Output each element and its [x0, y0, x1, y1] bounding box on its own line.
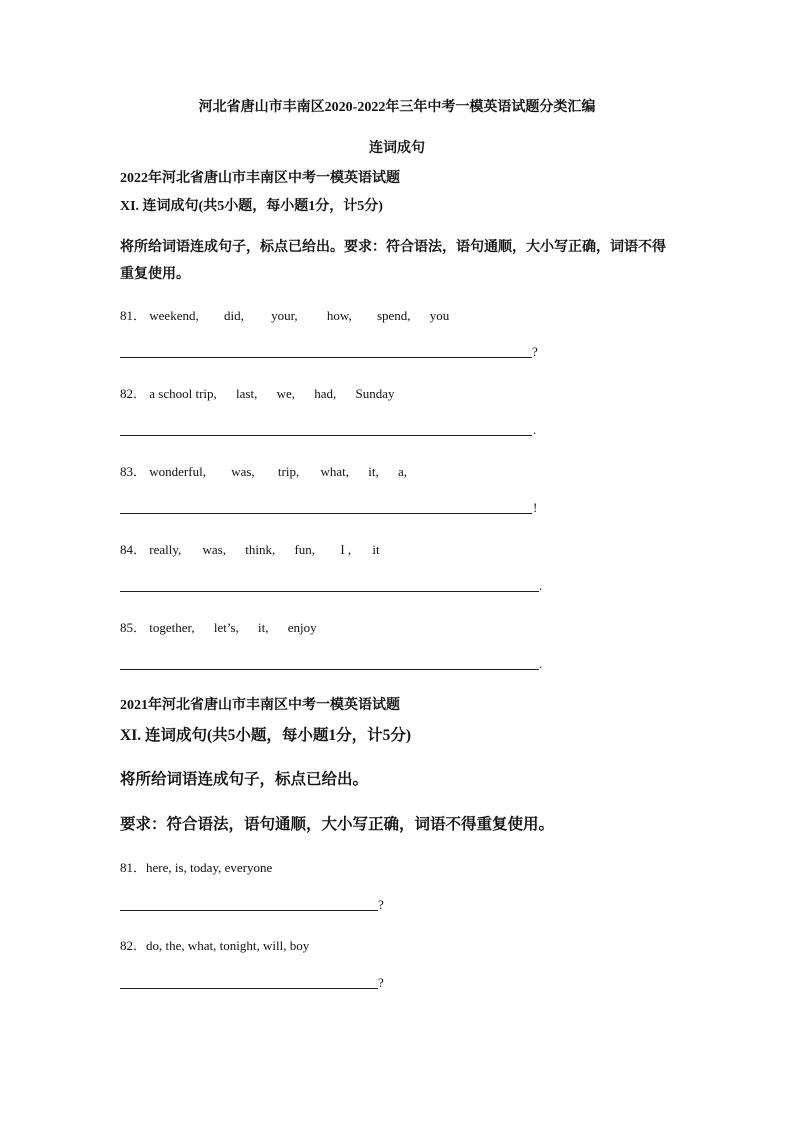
- question-number: 82．: [120, 938, 147, 953]
- question-number: 81．: [120, 860, 147, 875]
- question-85-2022: [120, 617, 335, 636]
- word-token: did,: [223, 308, 244, 323]
- word-token: your,: [271, 308, 298, 323]
- word-token: weekend,: [149, 308, 199, 323]
- word-token: it,: [258, 620, 269, 635]
- answer-punctuation: ?: [378, 975, 384, 990]
- question-84-2022: [120, 539, 398, 558]
- word-token: let’s,: [213, 620, 239, 635]
- question-number: 83．: [120, 464, 147, 479]
- word-token: we,: [276, 386, 296, 401]
- word-token: think,: [245, 542, 276, 557]
- exam-2021-instruction2: 要求：符合语法，语句通顺，大小写正确，词语不得重复使用。: [120, 816, 555, 833]
- word-token: I ,: [340, 542, 352, 557]
- question-81-2021: [120, 857, 272, 876]
- word-token: a,: [398, 464, 408, 479]
- word-token: fun,: [294, 542, 316, 557]
- word-token: it,: [368, 464, 379, 479]
- question-number: 84．: [120, 542, 147, 557]
- word-token: spend,: [376, 308, 411, 323]
- word-token: together,: [149, 620, 195, 635]
- exam-2022-instruction-line1: 将所给词语连成句子，标点已给出。要求：符合语法，语句通顺，大小写正确，词语不得: [120, 240, 666, 255]
- question-number: 85．: [120, 620, 147, 635]
- exam-2022-heading: 2022年河北省唐山市丰南区中考一模英语试题: [120, 171, 400, 186]
- word-token: wonderful,: [149, 464, 206, 479]
- section-title: 连词成句: [369, 141, 425, 156]
- word-token: you: [429, 308, 450, 323]
- document-title: 河北省唐山市丰南区2020-2022年三年中考一模英语试题分类汇编: [198, 100, 596, 115]
- question-words: do, the, what, tonight, will, boy: [146, 938, 310, 953]
- answer-line-84-2022[interactable]: [120, 591, 539, 592]
- word-token: it: [372, 542, 380, 557]
- question-number: 82．: [120, 386, 147, 401]
- word-token: had,: [314, 386, 337, 401]
- word-token: was,: [231, 464, 255, 479]
- question-words: here, is, today, everyone: [146, 860, 273, 875]
- answer-punctuation: .: [539, 656, 543, 671]
- answer-line-81-2021[interactable]: [120, 910, 378, 911]
- answer-punctuation: ?: [532, 344, 538, 359]
- exam-2021-instruction1: 将所给词语连成句子，标点已给出。: [120, 771, 369, 788]
- answer-punctuation: .: [533, 422, 537, 437]
- answer-punctuation: !: [533, 500, 538, 515]
- answer-line-83-2022[interactable]: [120, 513, 532, 514]
- exam-2022-instruction-line2: 重复使用。: [120, 267, 190, 282]
- question-83-2022: [120, 461, 425, 480]
- question-81-2022: [120, 305, 467, 324]
- word-token: how,: [326, 308, 352, 323]
- answer-line-81-2022[interactable]: [120, 357, 532, 358]
- word-token: what,: [320, 464, 350, 479]
- question-82-2022: [120, 383, 413, 402]
- word-token: really,: [149, 542, 182, 557]
- question-number: 81．: [120, 308, 147, 323]
- exam-2021-part-heading: XI. 连词成句(共5小题，每小题1分，计5分): [120, 727, 412, 744]
- answer-punctuation: .: [539, 578, 543, 593]
- exam-2022-part-heading: XI. 连词成句(共5小题，每小题1分，计5分): [120, 199, 383, 214]
- word-token: was,: [202, 542, 226, 557]
- answer-line-82-2022[interactable]: [120, 435, 532, 436]
- word-token: last,: [236, 386, 258, 401]
- word-token: a school trip,: [149, 386, 217, 401]
- answer-line-85-2022[interactable]: [120, 669, 539, 670]
- answer-punctuation: ?: [378, 897, 384, 912]
- word-token: enjoy: [287, 620, 317, 635]
- question-82-2021: [120, 935, 309, 954]
- word-token: trip,: [277, 464, 300, 479]
- exam-2021-heading: 2021年河北省唐山市丰南区中考一模英语试题: [120, 698, 400, 713]
- answer-line-82-2021[interactable]: [120, 988, 378, 989]
- word-token: Sunday: [355, 386, 395, 401]
